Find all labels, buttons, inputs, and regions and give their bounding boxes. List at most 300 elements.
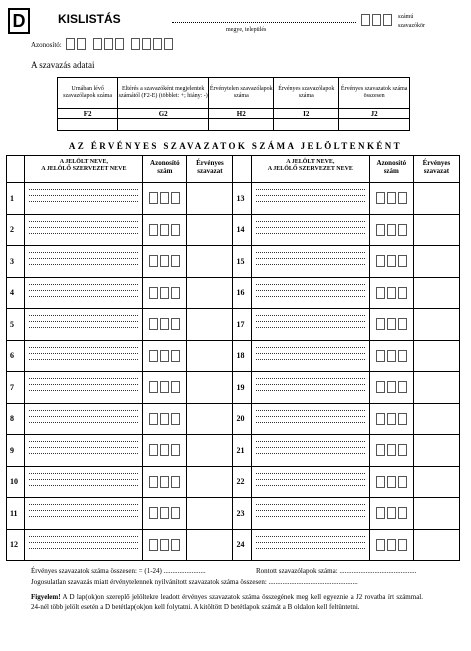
- candidate-id-field[interactable]: [143, 372, 187, 404]
- dotted-line: [29, 453, 138, 454]
- candidate-votes-field[interactable]: [187, 340, 233, 372]
- id-cell[interactable]: [160, 476, 169, 488]
- candidate-number: 4: [7, 277, 25, 309]
- dotted-line: [256, 504, 365, 505]
- district-box-3[interactable]: [383, 14, 392, 26]
- name-header-line2: A JELÖLŐ SZERVEZET NEVE: [41, 166, 127, 172]
- id-cell[interactable]: [149, 507, 158, 519]
- id-cell-group: [370, 287, 413, 299]
- warning-text: A D lap(ok)on szereplő jelöltekre leadott érvényes szavazatok száma összegének meg kell egyeznie a J2 rovatba írt számmal. 24-nél több jelölt esetén a D betétlap(ok)on kell folytatni. A kitöltött D betétlapok számát a B oldalon kell feltüntetni.: [31, 593, 423, 611]
- form-title: KISLISTÁS: [58, 12, 121, 26]
- id-cell[interactable]: [398, 444, 407, 456]
- candidate-name-field[interactable]: [251, 498, 369, 530]
- id-cell[interactable]: [387, 255, 396, 267]
- candidate-votes-field[interactable]: [187, 498, 233, 530]
- candidate-number: 5: [7, 309, 25, 341]
- id-cell[interactable]: [376, 476, 385, 488]
- id-box[interactable]: [93, 38, 102, 50]
- dotted-line: [256, 195, 365, 196]
- candidate-number: 3: [7, 246, 25, 278]
- id-cell[interactable]: [398, 318, 407, 330]
- dotted-line: [256, 548, 365, 549]
- id-cell[interactable]: [387, 287, 396, 299]
- id-cell[interactable]: [398, 192, 407, 204]
- id-cell[interactable]: [171, 318, 180, 330]
- dotted-line: [29, 227, 138, 228]
- district-box-1[interactable]: [361, 14, 370, 26]
- id-cell[interactable]: [387, 444, 396, 456]
- dotted-line: [256, 201, 365, 202]
- candidate-name-field[interactable]: [251, 435, 369, 467]
- id-cell[interactable]: [387, 539, 396, 551]
- district-caption-1: számú: [398, 14, 414, 20]
- candidate-name-field[interactable]: [25, 246, 143, 278]
- summary-value-cell[interactable]: [274, 119, 339, 131]
- candidate-row: [7, 435, 460, 467]
- id-cell[interactable]: [387, 476, 396, 488]
- summary-value-cell[interactable]: [209, 119, 274, 131]
- summary-code: F2: [58, 109, 118, 119]
- candidate-name-field[interactable]: [25, 466, 143, 498]
- candidate-id-field[interactable]: [369, 529, 413, 561]
- id-cell[interactable]: [149, 413, 158, 425]
- dotted-line: [29, 252, 138, 253]
- candidate-row: [7, 183, 460, 215]
- candidate-votes-field[interactable]: [413, 214, 459, 246]
- id-cell[interactable]: [376, 381, 385, 393]
- candidate-number: 13: [233, 183, 251, 215]
- name-column-header: [251, 156, 369, 183]
- candidate-number: 22: [233, 466, 251, 498]
- dotted-line: [29, 347, 138, 348]
- dotted-line: [29, 189, 138, 190]
- dotted-line: [256, 359, 365, 360]
- candidate-name-field[interactable]: [251, 309, 369, 341]
- candidate-votes-field[interactable]: [187, 466, 233, 498]
- district-caption-2: szavazókör: [398, 23, 425, 29]
- candidate-name-field[interactable]: [251, 529, 369, 561]
- dotted-line: [29, 378, 138, 379]
- candidate-votes-field[interactable]: [413, 435, 459, 467]
- dotted-line: [256, 258, 365, 259]
- id-cell[interactable]: [160, 444, 169, 456]
- dotted-line: [256, 347, 365, 348]
- candidate-number: 9: [7, 435, 25, 467]
- id-cell[interactable]: [376, 318, 385, 330]
- id-cell-group: [143, 539, 186, 551]
- candidate-name-field[interactable]: [251, 372, 369, 404]
- dotted-line: [256, 473, 365, 474]
- candidate-votes-field[interactable]: [413, 372, 459, 404]
- candidate-name-field[interactable]: [251, 340, 369, 372]
- candidate-name-field[interactable]: [25, 403, 143, 435]
- id-cell[interactable]: [376, 413, 385, 425]
- candidate-votes-field[interactable]: [413, 498, 459, 530]
- candidate-table: [6, 155, 460, 561]
- dotted-line: [29, 359, 138, 360]
- dotted-line: [29, 516, 138, 517]
- candidate-number: 19: [233, 372, 251, 404]
- id-cell[interactable]: [398, 476, 407, 488]
- id-cell-group: [370, 255, 413, 267]
- spoiled-ballots-line: Rontott szavazólapok száma: ............................................: [256, 567, 417, 575]
- id-cell[interactable]: [160, 287, 169, 299]
- candidate-name-field[interactable]: [25, 183, 143, 215]
- candidate-name-field[interactable]: [25, 214, 143, 246]
- dotted-line: [29, 422, 138, 423]
- summary-code: G2: [118, 109, 209, 119]
- id-box[interactable]: [66, 38, 75, 50]
- votes-header-line2: szavazat: [197, 167, 223, 175]
- id-cell[interactable]: [171, 224, 180, 236]
- dotted-line: [29, 510, 138, 511]
- votes-header-line2: szavazat: [423, 167, 450, 175]
- id-cell[interactable]: [160, 381, 169, 393]
- id-cell[interactable]: [171, 413, 180, 425]
- candidate-number: 21: [233, 435, 251, 467]
- district-box-2[interactable]: [372, 14, 381, 26]
- dotted-line: [29, 542, 138, 543]
- candidate-name-field[interactable]: [25, 309, 143, 341]
- candidate-name-field[interactable]: [251, 403, 369, 435]
- candidate-number: 6: [7, 340, 25, 372]
- id-cell[interactable]: [376, 192, 385, 204]
- dotted-line: [256, 516, 365, 517]
- candidate-votes-field[interactable]: [413, 403, 459, 435]
- id-cell-group: [370, 476, 413, 488]
- candidate-id-field[interactable]: [143, 498, 187, 530]
- id-cell[interactable]: [149, 539, 158, 551]
- id-cell[interactable]: [149, 224, 158, 236]
- candidate-votes-field[interactable]: [413, 340, 459, 372]
- id-box[interactable]: [142, 38, 151, 50]
- warning-paragraph: [31, 593, 423, 612]
- candidate-votes-field[interactable]: [187, 214, 233, 246]
- id-cell[interactable]: [160, 318, 169, 330]
- id-cell[interactable]: [171, 287, 180, 299]
- id-cell[interactable]: [160, 350, 169, 362]
- name-header-line1: A JELÖLT NEVE,: [59, 159, 108, 165]
- id-cell[interactable]: [171, 476, 180, 488]
- id-cell[interactable]: [376, 255, 385, 267]
- id-cell-group: [143, 287, 186, 299]
- candidate-id-field[interactable]: [143, 466, 187, 498]
- id-column-header: [369, 156, 413, 183]
- dotted-line: [29, 258, 138, 259]
- id-cell-group: [143, 192, 186, 204]
- candidate-row: [7, 340, 460, 372]
- candidate-id-field[interactable]: [143, 246, 187, 278]
- candidate-name-field[interactable]: [25, 277, 143, 309]
- dotted-line: [29, 290, 138, 291]
- candidate-votes-field[interactable]: [187, 372, 233, 404]
- dotted-line: [29, 410, 138, 411]
- id-cell[interactable]: [398, 413, 407, 425]
- candidate-id-field[interactable]: [143, 277, 187, 309]
- candidate-number: 16: [233, 277, 251, 309]
- id-cell-group: [143, 224, 186, 236]
- invalid-votes-line: Jogosulatlan szavazás miatt érvénytelennek nyilvánított szavazatok száma összesen: ...................................................: [31, 578, 358, 586]
- votes-header-line1: Érvényes: [422, 159, 451, 167]
- dotted-line: [29, 548, 138, 549]
- id-cell-group: [143, 444, 186, 456]
- id-cell-group: [370, 539, 413, 551]
- candidate-number: 7: [7, 372, 25, 404]
- candidate-id-field[interactable]: [143, 183, 187, 215]
- candidate-number: 15: [233, 246, 251, 278]
- id-cell[interactable]: [387, 381, 396, 393]
- dotted-line: [29, 233, 138, 234]
- id-cell-group: [143, 413, 186, 425]
- summary-code: I2: [274, 109, 339, 119]
- id-header-line2: szám: [383, 167, 399, 175]
- candidate-id-field[interactable]: [369, 340, 413, 372]
- id-cell[interactable]: [387, 224, 396, 236]
- candidate-name-field[interactable]: [25, 435, 143, 467]
- dotted-line: [29, 504, 138, 505]
- id-box[interactable]: [153, 38, 162, 50]
- id-cell[interactable]: [149, 350, 158, 362]
- candidate-votes-field[interactable]: [187, 309, 233, 341]
- id-cell[interactable]: [171, 350, 180, 362]
- id-box[interactable]: [164, 38, 173, 50]
- id-cell[interactable]: [376, 444, 385, 456]
- dotted-line: [256, 221, 365, 222]
- id-cell[interactable]: [149, 381, 158, 393]
- name-column-header: [25, 156, 143, 183]
- candidate-id-field[interactable]: [143, 309, 187, 341]
- id-cell[interactable]: [171, 255, 180, 267]
- form-letter: D: [12, 11, 26, 31]
- dotted-line: [29, 384, 138, 385]
- candidate-id-field[interactable]: [143, 403, 187, 435]
- dotted-line: [256, 510, 365, 511]
- id-cell[interactable]: [376, 350, 385, 362]
- id-box[interactable]: [115, 38, 124, 50]
- dotted-line: [29, 195, 138, 196]
- id-cell[interactable]: [160, 539, 169, 551]
- id-cell-group: [370, 444, 413, 456]
- summary-heading: Urnában lévő szavazólapok száma: [58, 78, 118, 109]
- candidate-id-field[interactable]: [369, 309, 413, 341]
- id-cell[interactable]: [149, 318, 158, 330]
- header-spacer: [7, 156, 25, 183]
- id-box[interactable]: [104, 38, 113, 50]
- dotted-line: [256, 453, 365, 454]
- candidate-name-field[interactable]: [25, 372, 143, 404]
- form-letter-box: [8, 8, 30, 34]
- candidate-name-field[interactable]: [25, 340, 143, 372]
- id-cell[interactable]: [376, 507, 385, 519]
- summary-value-cell[interactable]: [118, 119, 209, 131]
- id-cell-group: [370, 192, 413, 204]
- dotted-line: [29, 315, 138, 316]
- candidate-number: 11: [7, 498, 25, 530]
- candidate-name-field[interactable]: [251, 183, 369, 215]
- candidate-number: 2: [7, 214, 25, 246]
- id-cell[interactable]: [160, 413, 169, 425]
- candidate-id-field[interactable]: [369, 372, 413, 404]
- id-cell[interactable]: [376, 287, 385, 299]
- id-cell[interactable]: [387, 413, 396, 425]
- name-header-line2: A JELÖLŐ SZERVEZET NEVE: [267, 166, 353, 172]
- candidate-votes-field[interactable]: [187, 529, 233, 561]
- candidate-row: [7, 309, 460, 341]
- dotted-line: [29, 284, 138, 285]
- id-cell[interactable]: [387, 192, 396, 204]
- candidate-id-field[interactable]: [369, 246, 413, 278]
- candidate-row: [7, 246, 460, 278]
- candidate-votes-field[interactable]: [413, 183, 459, 215]
- candidate-number: 18: [233, 340, 251, 372]
- dotted-line: [29, 441, 138, 442]
- summary-code: J2: [339, 109, 410, 119]
- dotted-line: [29, 390, 138, 391]
- dotted-line: [256, 252, 365, 253]
- candidate-votes-field[interactable]: [187, 277, 233, 309]
- summary-heading: Érvénytelen szavazólapok száma: [209, 78, 274, 109]
- id-box[interactable]: [77, 38, 86, 50]
- id-cell[interactable]: [398, 287, 407, 299]
- summary-value-cell[interactable]: [58, 119, 118, 131]
- candidate-id-field[interactable]: [369, 214, 413, 246]
- candidate-votes-field[interactable]: [413, 529, 459, 561]
- candidate-votes-field[interactable]: [413, 246, 459, 278]
- id-cell[interactable]: [149, 192, 158, 204]
- id-cell[interactable]: [398, 381, 407, 393]
- id-cell[interactable]: [160, 192, 169, 204]
- summary-heading: Érvényes szavazatok száma összesen: [339, 78, 410, 109]
- candidate-votes-field[interactable]: [187, 403, 233, 435]
- candidate-row: [7, 277, 460, 309]
- candidate-name-field[interactable]: [251, 466, 369, 498]
- id-cell[interactable]: [387, 318, 396, 330]
- dotted-line: [256, 353, 365, 354]
- candidate-row: [7, 403, 460, 435]
- candidate-name-field[interactable]: [25, 529, 143, 561]
- id-cell[interactable]: [171, 381, 180, 393]
- votes-header-line1: Érvényes: [196, 159, 224, 167]
- id-cell-group: [143, 507, 186, 519]
- candidate-name-field[interactable]: [251, 214, 369, 246]
- id-cell[interactable]: [171, 507, 180, 519]
- id-cell[interactable]: [149, 476, 158, 488]
- candidate-row: [7, 498, 460, 530]
- candidate-id-field[interactable]: [143, 435, 187, 467]
- id-cell[interactable]: [171, 192, 180, 204]
- votes-column-header: [413, 156, 459, 183]
- summary-value-cell[interactable]: [339, 119, 410, 131]
- id-cell[interactable]: [160, 507, 169, 519]
- id-cell[interactable]: [398, 350, 407, 362]
- dotted-line: [256, 296, 365, 297]
- candidate-votes-field[interactable]: [187, 246, 233, 278]
- id-cell-group: [370, 318, 413, 330]
- candidate-id-field[interactable]: [143, 529, 187, 561]
- id-column-header: [143, 156, 187, 183]
- candidate-name-field[interactable]: [251, 246, 369, 278]
- candidate-id-field[interactable]: [143, 214, 187, 246]
- id-cell-group: [370, 413, 413, 425]
- summary-heading: Érvényes szavazólapok száma: [274, 78, 339, 109]
- summary-code: H2: [209, 109, 274, 119]
- id-cell[interactable]: [149, 255, 158, 267]
- dotted-line: [29, 201, 138, 202]
- id-cell[interactable]: [376, 539, 385, 551]
- id-cell-group: [143, 255, 186, 267]
- candidate-id-field[interactable]: [369, 466, 413, 498]
- id-cell[interactable]: [387, 350, 396, 362]
- id-cell[interactable]: [160, 255, 169, 267]
- candidate-id-field[interactable]: [369, 498, 413, 530]
- dotted-line: [256, 327, 365, 328]
- dotted-line: [29, 485, 138, 486]
- candidate-number: 8: [7, 403, 25, 435]
- candidate-id-field[interactable]: [369, 277, 413, 309]
- candidate-id-field[interactable]: [369, 403, 413, 435]
- candidate-votes-field[interactable]: [413, 277, 459, 309]
- valid-votes-title: AZ ÉRVÉNYES SZAVAZATOK SZÁMA JELÖLTENKÉNT: [68, 141, 403, 151]
- id-cell[interactable]: [398, 224, 407, 236]
- valid-total-line: Érvényes szavazatok száma összesen: = (1-24) ........................: [31, 567, 206, 575]
- location-field[interactable]: [172, 22, 356, 23]
- candidate-votes-field[interactable]: [413, 466, 459, 498]
- dotted-line: [256, 284, 365, 285]
- dotted-line: [29, 479, 138, 480]
- candidate-number: 12: [7, 529, 25, 561]
- id-cell[interactable]: [149, 444, 158, 456]
- candidate-name-field[interactable]: [25, 498, 143, 530]
- candidate-id-field[interactable]: [143, 340, 187, 372]
- id-cell-group: [143, 350, 186, 362]
- candidate-row: [7, 372, 460, 404]
- candidate-id-field[interactable]: [369, 435, 413, 467]
- id-cell[interactable]: [387, 507, 396, 519]
- dotted-line: [256, 479, 365, 480]
- candidate-row: [7, 214, 460, 246]
- dotted-line: [29, 327, 138, 328]
- location-caption: megye, település: [226, 27, 267, 33]
- candidate-votes-field[interactable]: [187, 183, 233, 215]
- header-spacer: [233, 156, 251, 183]
- id-cell[interactable]: [171, 444, 180, 456]
- id-cell[interactable]: [171, 539, 180, 551]
- candidate-votes-field[interactable]: [187, 435, 233, 467]
- id-cell[interactable]: [160, 224, 169, 236]
- dotted-line: [29, 416, 138, 417]
- id-cell[interactable]: [149, 287, 158, 299]
- candidate-row: [7, 466, 460, 498]
- candidate-number: 20: [233, 403, 251, 435]
- candidate-number: 10: [7, 466, 25, 498]
- dotted-line: [256, 384, 365, 385]
- candidate-id-field[interactable]: [369, 183, 413, 215]
- dotted-line: [256, 378, 365, 379]
- id-header-line2: szám: [157, 167, 173, 175]
- id-cell[interactable]: [376, 224, 385, 236]
- id-header-line1: Azonosító: [376, 159, 407, 167]
- candidate-name-field[interactable]: [251, 277, 369, 309]
- candidate-votes-field[interactable]: [413, 309, 459, 341]
- id-cell[interactable]: [398, 507, 407, 519]
- summary-heading: Eltérés a szavazóként megjelentek számától (F2-E) (többlet: +; hiány: -): [118, 78, 209, 109]
- dotted-line: [256, 441, 365, 442]
- dotted-line: [29, 536, 138, 537]
- id-cell[interactable]: [398, 539, 407, 551]
- id-box[interactable]: [131, 38, 140, 50]
- id-cell[interactable]: [398, 255, 407, 267]
- id-cell-group: [143, 318, 186, 330]
